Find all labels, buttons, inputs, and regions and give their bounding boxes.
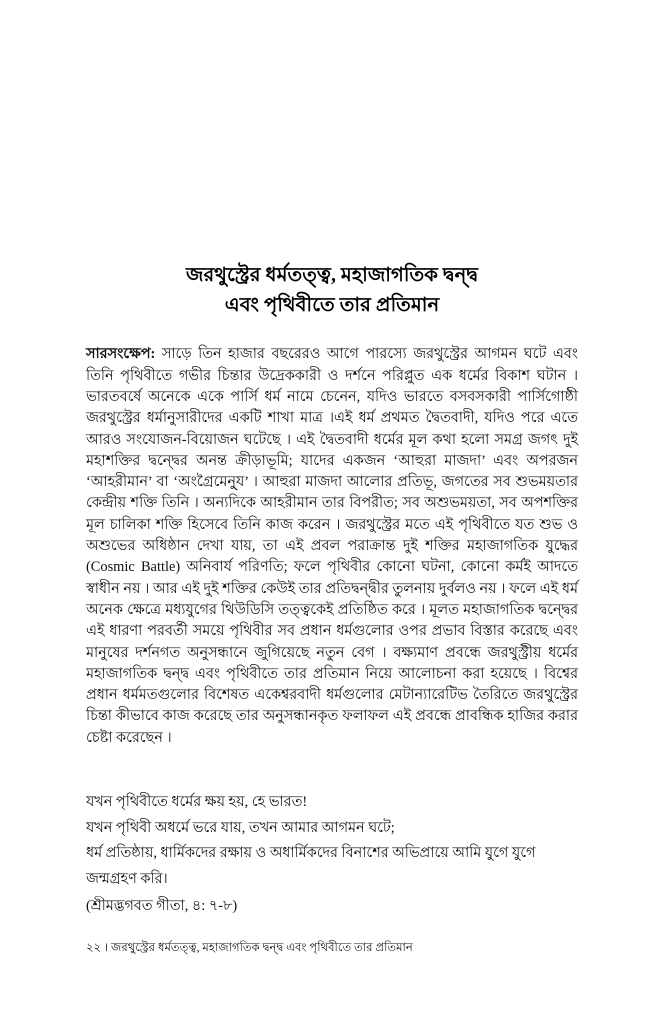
page-title-line-1: জরথুস্ট্রের ধর্মতত্ত্ব, মহাজাগতিক দ্বন্দ্ব — [185, 265, 479, 287]
abstract-latin-term: (Cosmic Battle) — [86, 559, 181, 576]
page-title-line-2: এবং পৃথিবীতে তার প্রতিমান — [224, 295, 440, 317]
abstract-body-part-1: সাড়ে তিন হাজার বছরেরও আগে পারস্যে জরথুস্ট্রের আগমন ঘটে এবং তিনি পৃথিবীতে গভীর চিন্তার উদ্রেককারী ও দর্শনে পরিপ্লুত এক ধর্মের বিকাশ ঘটান । ভারতবর্ষে অনেকে একে পার্সি ধর্ম নামে চেনেন, যদিও ভারতে বসবসকারী পার্সিগোষ্ঠী জরথুস্ট্রের ধর্মানুসারীদের একটি শাখা মাত্র ।এই ধর্ম প্রথমত দ্বৈতবাদী, যদিও পরে এতে আরও সংযোজন-বিয়োজন ঘটেছে । এই দ্বৈতবাদী ধর্মের মূল কথা হলো সমগ্র জগৎ দুই মহাশক্তির দ্বন্দ্বের অনন্ত ক্রীড়াভূমি; যাদের একজন ‘আহুরা মাজদা’ এবং অপরজন ‘আহরীমান’ বা ‘অংগ্রৈমেনু্য’ । আহুরা মাজদা আলোর প্রতিভূ, জগতের সব শুভময়তার কেন্দ্রীয় শক্তি তিনি । অন্যদিকে আহরীমান তার বিপরীত; সব অশুভময়তা, সব অপশক্তির মূল চালিকা শক্তি হিসেবে তিনি কাজ করেন । জরথুস্ট্রের মতে এই পৃথিবীতে যত শুভ ও অশুভের অধিষ্ঠান দেখা যায়, তা এই প্রবল পরাক্রান্ত দুই শক্তির মহাজাগতিক যুদ্ধের — [86, 346, 578, 555]
verse-line-3: ধর্ম প্রতিষ্ঠায়, ধার্মিকদের রক্ষায় ও অধার্মিকদের বিনাশের অভিপ্রায়ে আমি যুগে যুগে জন্মগ্রহণ করি। — [86, 845, 536, 887]
footer-text: ২২ । জরথুস্ট্রের ধর্মতত্ত্ব, মহাজাগতিক দ্বন্দ্ব এবং পৃথিবীতে তার প্রতিমান — [86, 941, 413, 954]
abstract-paragraph — [86, 344, 578, 749]
page-title — [86, 261, 578, 321]
verse-line-1: যখন পৃথিবীতে ধর্মের ক্ষয় হয়, হে ভারত! — [86, 794, 308, 810]
abstract-body-part-2: অনিবার্য পরিণতি; ফলে পৃথিবীর কোনো ঘটনা, কোনো কর্মই আদতে স্বাধীন নয় । আর এই দুই শক্তির কেউই তার প্রতিদ্বন্দ্বীর তুলনায় দুর্বলও নয় । ফলে এই ধর্ম অনেক ক্ষেত্রে মধ্যযুগের থিউডিসি তত্ত্বকেই প্রতিষ্ঠিত করে । মূলত মহাজাগতিক দ্বন্দ্বের এই ধারণা পরবর্তী সময়ে পৃথিবীর সব প্রধান ধর্মগুলোর ওপর প্রভাব বিস্তার করেছে এবং মানুষের দর্শনগত অনুসন্ধানে জুগিয়েছে নতুন বেগ । বক্ষ্যমাণ প্রবন্ধে জরথুস্ট্রীয় ধর্মের মহাজাগতিক দ্বন্দ্ব এবং পৃথিবীতে তার প্রতিমান নিয়ে আলোচনা করা হয়েছে । বিশ্বের প্রধান ধর্মমতগুলোর বিশেষত একেশ্বরবাদী ধর্মগুলোর মেটান্যারেটিভ তৈরিতে জরথুস্ট্রের চিন্তা কীভাবে কাজ করেছে তার অনুসন্ধানকৃত ফলাফল এই প্রবন্ধে প্রাবন্ধিক হাজির করার চেষ্টা করেছেন । — [86, 559, 578, 746]
footer-running-head — [86, 940, 578, 956]
verse-line-2: যখন পৃথিবী অধর্মে ভরে যায়, তখন আমার আগমন ঘটে; — [86, 820, 395, 836]
verse-quotation — [86, 789, 578, 919]
verse-citation: (শ্রীমদ্ভগবত গীতা, ৪: ৭-৮) — [86, 898, 238, 914]
abstract-label: সারসংক্ষেপ: — [86, 346, 156, 363]
